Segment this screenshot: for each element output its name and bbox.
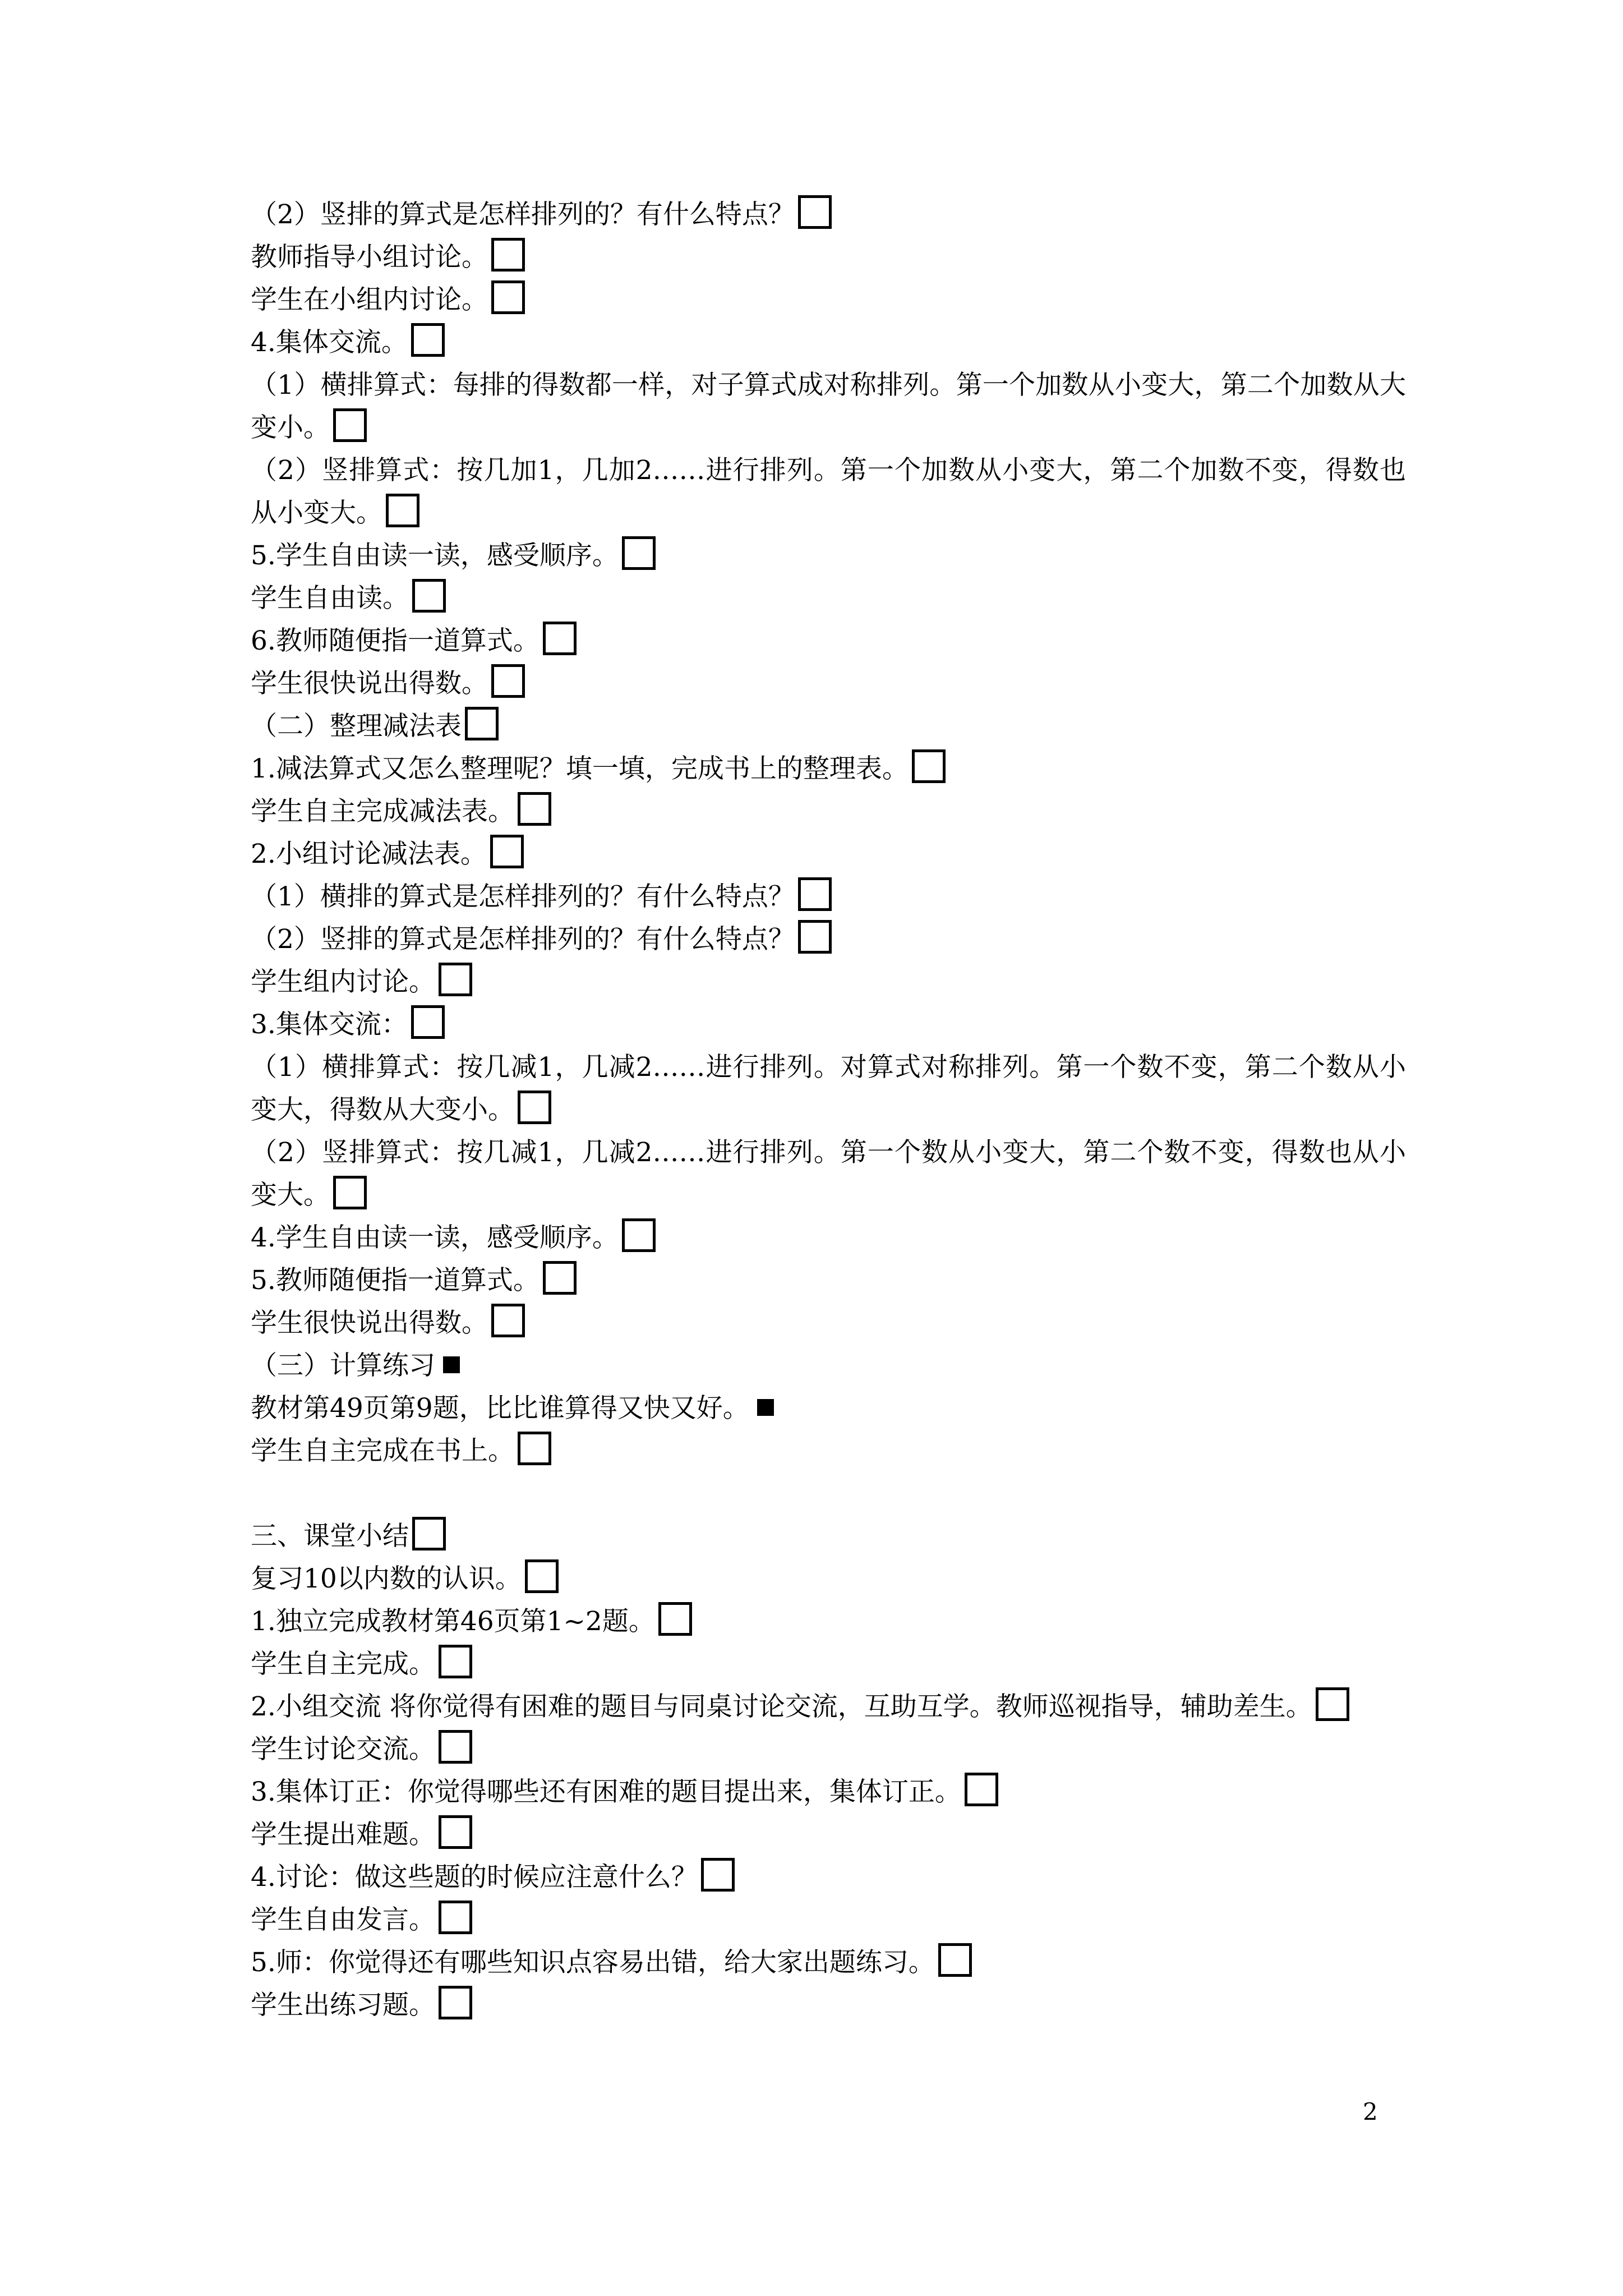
document-body bbox=[251, 194, 1406, 2027]
line-text: 教师指导小组讨论。 bbox=[251, 242, 488, 273]
checkbox-icon bbox=[490, 835, 524, 868]
line-text: 学生自主完成。 bbox=[251, 1649, 435, 1680]
line-text: （1）横排算式：按几减1，几减2……进行排列。对算式对称排列。第一个数不变，第二个数从小变大，得数从大变小。 bbox=[251, 1052, 1406, 1125]
checkbox-icon bbox=[518, 1432, 551, 1465]
checkbox-icon bbox=[622, 536, 656, 570]
line-text: 1.减法算式又怎么整理呢？填一填，完成书上的整理表。 bbox=[251, 753, 909, 784]
checkbox-icon bbox=[543, 1261, 577, 1295]
line-text: 学生出练习题。 bbox=[251, 1990, 435, 2021]
checkbox-icon bbox=[412, 579, 446, 613]
section-heading bbox=[251, 705, 1406, 748]
line-text: 学生组内讨论。 bbox=[251, 967, 435, 997]
checkbox-icon bbox=[439, 1645, 472, 1678]
text-line bbox=[251, 1302, 1406, 1345]
text-line bbox=[251, 1771, 1406, 1814]
blank-line bbox=[251, 1473, 1406, 1515]
line-text: 教材第49页第9题，比比谁算得又快又好。 bbox=[251, 1393, 749, 1424]
text-line bbox=[251, 620, 1406, 662]
checkbox-icon bbox=[518, 1091, 551, 1124]
checkbox-icon bbox=[439, 1986, 472, 2019]
text-line bbox=[251, 1430, 1406, 1473]
text-line bbox=[251, 194, 1406, 236]
line-text: 1.独立完成教材第46页第1~2题。 bbox=[251, 1606, 655, 1637]
line-text: （1）横排算式：每排的得数都一样，对子算式成对称排列。第一个加数从小变大，第二个加数从大变小。 bbox=[251, 370, 1406, 443]
line-text: 6.教师随便指一道算式。 bbox=[251, 625, 540, 656]
checkbox-icon bbox=[439, 1901, 472, 1934]
checkbox-icon bbox=[491, 280, 525, 314]
line-text: 4.讨论：做这些题的时候应注意什么？ bbox=[251, 1862, 698, 1893]
line-text: 学生自主完成在书上。 bbox=[251, 1435, 514, 1466]
line-text: 三、课堂小结 bbox=[251, 1521, 409, 1552]
text-line bbox=[251, 1728, 1406, 1771]
checkbox-icon bbox=[465, 707, 499, 740]
line-text: 3.集体交流： bbox=[251, 1009, 408, 1040]
text-line bbox=[251, 364, 1406, 449]
line-text: 复习10以内数的认识。 bbox=[251, 1563, 522, 1594]
checkbox-icon bbox=[701, 1858, 735, 1892]
line-text: 学生自由读。 bbox=[251, 583, 409, 614]
line-text: 学生讨论交流。 bbox=[251, 1734, 435, 1765]
checkbox-icon bbox=[411, 323, 445, 357]
line-text: （1）横排的算式是怎样排列的？有什么特点？ bbox=[251, 881, 795, 912]
line-text: 2.小组交流 将你觉得有困难的题目与同桌讨论交流，互助互学。教师巡视指导，辅助差生。 bbox=[251, 1691, 1312, 1722]
text-line bbox=[251, 449, 1406, 535]
checkbox-icon bbox=[491, 238, 525, 272]
checkbox-icon bbox=[411, 1005, 445, 1039]
filled-square-icon bbox=[443, 1356, 460, 1373]
section-heading bbox=[251, 1515, 1406, 1558]
text-line bbox=[251, 790, 1406, 833]
filled-square-icon bbox=[757, 1399, 774, 1416]
line-text: （2）竖排的算式是怎样排列的？有什么特点？ bbox=[251, 924, 795, 955]
line-text: （三）计算练习 bbox=[251, 1350, 435, 1381]
text-line bbox=[251, 1814, 1406, 1856]
checkbox-icon bbox=[622, 1218, 656, 1252]
line-text: 学生自主完成减法表。 bbox=[251, 796, 514, 827]
checkbox-icon bbox=[333, 408, 367, 442]
text-line bbox=[251, 1259, 1406, 1302]
text-line bbox=[251, 876, 1406, 918]
line-text: 学生很快说出得数。 bbox=[251, 1308, 488, 1338]
checkbox-icon bbox=[439, 963, 472, 996]
checkbox-icon bbox=[518, 792, 551, 826]
text-line bbox=[251, 833, 1406, 876]
checkbox-icon bbox=[491, 1304, 525, 1337]
line-text: 学生在小组内讨论。 bbox=[251, 284, 488, 315]
checkbox-icon bbox=[965, 1773, 998, 1806]
checkbox-icon bbox=[798, 877, 832, 911]
text-line bbox=[251, 1600, 1406, 1643]
checkbox-icon bbox=[938, 1943, 972, 1977]
checkbox-icon bbox=[658, 1602, 692, 1636]
line-text: 5.教师随便指一道算式。 bbox=[251, 1265, 540, 1296]
checkbox-icon bbox=[798, 920, 832, 954]
checkbox-icon bbox=[333, 1176, 367, 1209]
text-line bbox=[251, 1558, 1406, 1600]
text-line bbox=[251, 918, 1406, 961]
line-text: 4.集体交流。 bbox=[251, 327, 408, 358]
text-line bbox=[251, 1004, 1406, 1046]
checkbox-icon bbox=[439, 1815, 472, 1849]
text-line bbox=[251, 1131, 1406, 1217]
line-text: 4.学生自由读一读，感受顺序。 bbox=[251, 1222, 619, 1253]
text-line bbox=[251, 1643, 1406, 1686]
section-heading bbox=[251, 1345, 1406, 1387]
text-line bbox=[251, 321, 1406, 364]
checkbox-icon bbox=[1316, 1687, 1349, 1721]
checkbox-icon bbox=[439, 1730, 472, 1764]
line-text: （2）竖排的算式是怎样排列的？有什么特点？ bbox=[251, 199, 795, 230]
text-line bbox=[251, 1941, 1406, 1984]
text-line bbox=[251, 1856, 1406, 1899]
text-line bbox=[251, 1899, 1406, 1941]
line-text: 3.集体订正：你觉得哪些还有困难的题目提出来，集体订正。 bbox=[251, 1777, 961, 1807]
checkbox-icon bbox=[912, 749, 946, 783]
checkbox-icon bbox=[412, 1517, 446, 1550]
text-line bbox=[251, 577, 1406, 620]
line-text: 5.师：你觉得还有哪些知识点容易出错，给大家出题练习。 bbox=[251, 1947, 935, 1978]
line-text: （2）竖排算式：按几加1，几加2……进行排列。第一个加数从小变大，第二个加数不变，得数也从小变大。 bbox=[251, 455, 1406, 528]
checkbox-icon bbox=[491, 664, 525, 698]
text-line bbox=[251, 662, 1406, 705]
text-line bbox=[251, 961, 1406, 1004]
line-text: 学生很快说出得数。 bbox=[251, 668, 488, 699]
line-text: 2.小组讨论减法表。 bbox=[251, 839, 487, 869]
line-text: 5.学生自由读一读，感受顺序。 bbox=[251, 540, 619, 571]
text-line bbox=[251, 236, 1406, 279]
checkbox-icon bbox=[525, 1559, 559, 1593]
text-line bbox=[251, 1217, 1406, 1259]
text-line bbox=[251, 279, 1406, 321]
line-text: （二）整理减法表 bbox=[251, 711, 462, 742]
line-text: 学生提出难题。 bbox=[251, 1819, 435, 1850]
page-number: 2 bbox=[1363, 2098, 1378, 2125]
checkbox-icon bbox=[798, 195, 832, 229]
text-line bbox=[251, 1046, 1406, 1131]
checkbox-icon bbox=[543, 622, 577, 655]
text-line bbox=[251, 1984, 1406, 2027]
checkbox-icon bbox=[386, 494, 419, 527]
text-line bbox=[251, 1387, 1406, 1430]
text-line bbox=[251, 535, 1406, 577]
text-line bbox=[251, 1686, 1406, 1728]
line-text: 学生自由发言。 bbox=[251, 1904, 435, 1935]
line-text: （2）竖排算式：按几减1，几减2……进行排列。第一个数从小变大，第二个数不变，得数也从小变大。 bbox=[251, 1137, 1406, 1211]
text-line bbox=[251, 748, 1406, 790]
